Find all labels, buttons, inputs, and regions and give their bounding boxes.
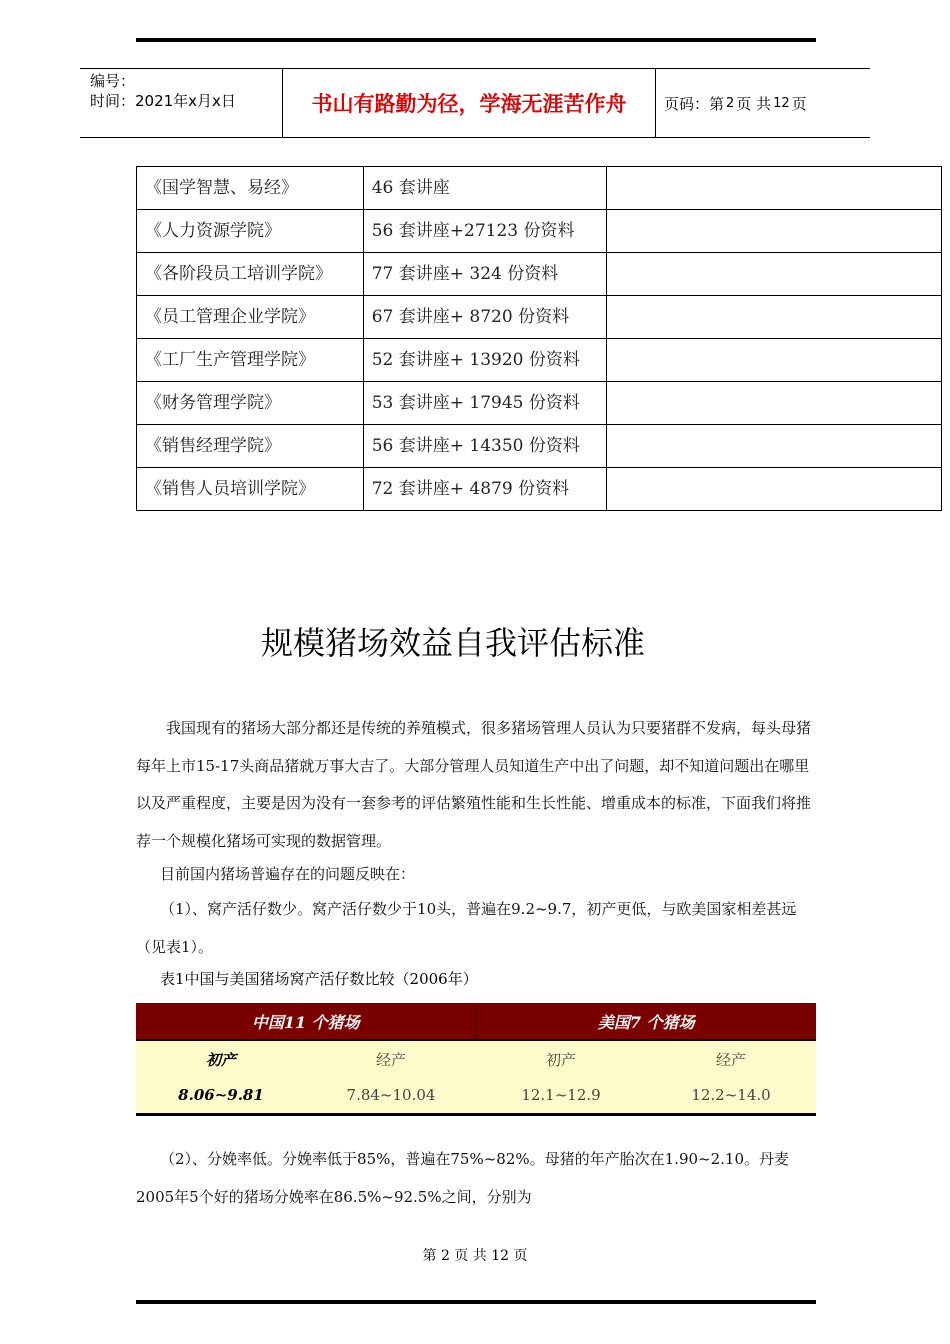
table-row <box>137 296 942 339</box>
table-row <box>137 167 942 210</box>
value-cell: 12.1~12.9 <box>521 1086 601 1104</box>
page-header <box>80 68 870 138</box>
subhead-cell: 初产 <box>545 1050 576 1069</box>
course-empty <box>607 425 942 468</box>
value-cell: 7.84~10.04 <box>346 1086 436 1104</box>
value-cell: 8.06~9.81 <box>178 1086 264 1104</box>
header-meta <box>80 69 282 139</box>
code-label: 编号： <box>90 72 136 90</box>
course-name: 《销售经理学院》 <box>137 425 364 468</box>
course-detail: 56 套讲座+ 14350 份资料 <box>363 425 607 468</box>
page-footer: 第 2 页 共 12 页 <box>422 1248 528 1264</box>
group-china: 中国11 个猪场 <box>251 1012 360 1032</box>
course-detail: 52 套讲座+ 13920 份资料 <box>363 339 607 382</box>
paragraph-item-1: （1）、窝产活仔数少。窝产活仔数少于10头，普遍在9.2~9.7，初产更低，与欧美国家相差甚远（见表1）。 <box>136 900 797 956</box>
course-empty <box>607 296 942 339</box>
course-detail: 53 套讲座+ 17945 份资料 <box>363 382 607 425</box>
course-empty <box>607 339 942 382</box>
header-motto: 书山有路勤为径，学海无涯苦作舟 <box>282 69 656 137</box>
course-name: 《各阶段员工培训学院》 <box>137 253 364 296</box>
table-row <box>137 425 942 468</box>
page-title: 规模猪场效益自我评估标准 <box>260 624 645 662</box>
table-row <box>137 210 942 253</box>
course-detail: 77 套讲座+ 324 份资料 <box>363 253 607 296</box>
table-row <box>137 253 942 296</box>
course-table <box>136 166 942 511</box>
time-label: 时间：2021年x月x日 <box>90 92 236 110</box>
course-detail: 46 套讲座 <box>363 167 607 210</box>
group-usa: 美国7 个猪场 <box>476 1003 817 1039</box>
course-detail: 72 套讲座+ 4879 份资料 <box>363 468 607 511</box>
table-caption: 表1中国与美国猪场窝产活仔数比较（2006年） <box>160 970 478 988</box>
page-total: 12 <box>773 95 790 111</box>
bottom-rule <box>136 1300 816 1304</box>
paragraph-intro: 我国现有的猪场大部分都还是传统的养殖模式，很多猪场管理人员认为只要猪群不发病，每头母猪每年上市15-17头商品猪就万事大吉了。大部分管理人员知道生产中出了问题，却不知道问题出在哪里以及严重程度，主要是因为没有一套参考的评估繁殖性能和生长性能、增重成本的标准，下面我们将推荐一个规模化猪场可实现的数据管理。 <box>136 719 812 850</box>
header-page-number <box>656 69 870 137</box>
value-cell: 12.2~14.0 <box>691 1086 771 1104</box>
course-detail: 56 套讲座+27123 份资料 <box>363 210 607 253</box>
course-empty <box>607 167 942 210</box>
course-detail: 67 套讲座+ 8720 份资料 <box>363 296 607 339</box>
page-suffix: 页 <box>791 94 807 113</box>
course-name: 《人力资源学院》 <box>137 210 364 253</box>
top-rule <box>136 38 816 42</box>
table-row <box>137 382 942 425</box>
course-name: 《销售人员培训学院》 <box>137 468 364 511</box>
paragraph-item-2: （2）、分娩率低。分娩率低于85%，普遍在75%~82%。母猪的年产胎次在1.90~2.10。丹麦2005年5个好的猪场分娩率在86.5%~92.5%之间，分别为 <box>136 1150 789 1206</box>
course-empty <box>607 253 942 296</box>
page-num: 2 <box>726 95 735 111</box>
subhead-cell: 经产 <box>715 1050 746 1069</box>
table-row <box>136 1077 816 1113</box>
course-name: 《员工管理企业学院》 <box>137 296 364 339</box>
course-empty <box>607 382 942 425</box>
table-row <box>137 468 942 511</box>
course-name: 《国学智慧、易经》 <box>137 167 364 210</box>
comparison-table <box>136 1003 816 1116</box>
table-group-header <box>136 1003 816 1039</box>
course-name: 《财务管理学院》 <box>137 382 364 425</box>
subhead-cell: 初产 <box>205 1050 236 1069</box>
course-empty <box>607 468 942 511</box>
table-row <box>137 339 942 382</box>
course-empty <box>607 210 942 253</box>
page-mid: 页 共 <box>736 94 772 113</box>
paragraph-problems: 目前国内猪场普遍存在的问题反映在： <box>160 865 416 883</box>
page-prefix: 页码：第 <box>664 94 725 113</box>
subhead-cell: 经产 <box>375 1050 406 1069</box>
table-body <box>136 1039 816 1116</box>
table-subheader-row <box>136 1041 816 1077</box>
course-name: 《工厂生产管理学院》 <box>137 339 364 382</box>
